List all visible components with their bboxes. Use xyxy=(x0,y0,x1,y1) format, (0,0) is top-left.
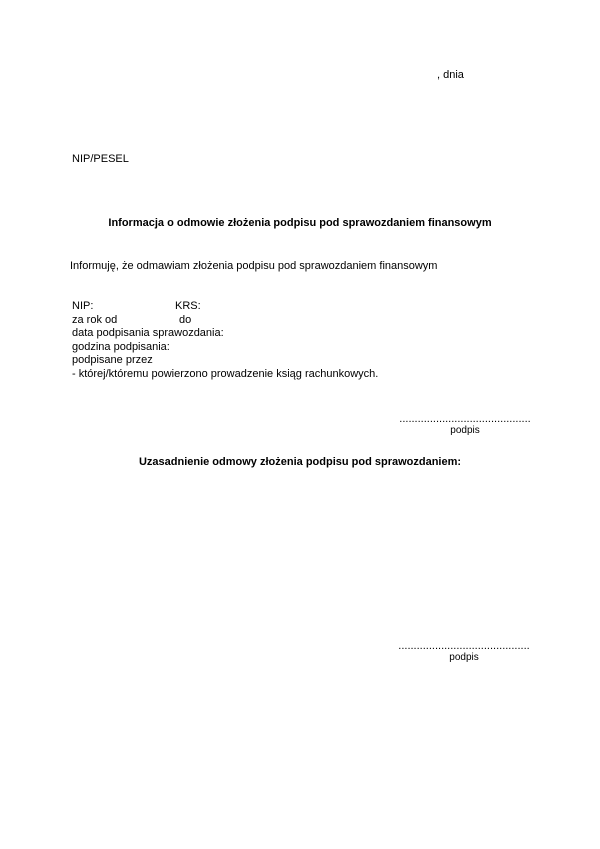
nip-label: NIP: xyxy=(72,300,94,312)
sign-date-label: data podpisania sprawozdania: xyxy=(72,327,224,340)
sign-time-label: godzina podpisania: xyxy=(72,340,170,353)
krs-label: KRS: xyxy=(175,300,201,312)
signature-dotted-line: ........................................... xyxy=(399,414,531,425)
details-block xyxy=(72,300,378,382)
signature-dotted-line: ........................................... xyxy=(398,641,530,652)
signed-by-label: podpisane przez xyxy=(72,354,153,367)
year-from-label: za rok od xyxy=(72,313,118,326)
document-title: Informacja o odmowie złożenia podpisu pod sprawozdaniem finansowym xyxy=(108,217,492,229)
signature-label: podpis xyxy=(449,652,479,663)
details-line-nip-krs xyxy=(72,300,378,314)
signature-label: podpis xyxy=(450,425,480,436)
date-line: , dnia xyxy=(437,69,464,81)
year-to-label: do xyxy=(179,313,192,326)
justification-heading: Uzasadnienie odmowy złożenia podpisu pod sprawozdaniem: xyxy=(138,456,462,468)
details-line-year xyxy=(72,314,378,328)
signature-block-1 xyxy=(398,414,532,436)
signature-block-2 xyxy=(397,641,531,663)
intro-line: Informuję, że odmawiam złożenia podpisu pod sprawozdaniem finansowym xyxy=(70,260,438,272)
nip-pesel-label: NIP/PESEL xyxy=(72,153,129,165)
books-responsibility-line: - której/któremu powierzono prowadzenie ksiąg rachunkowych. xyxy=(72,367,379,380)
